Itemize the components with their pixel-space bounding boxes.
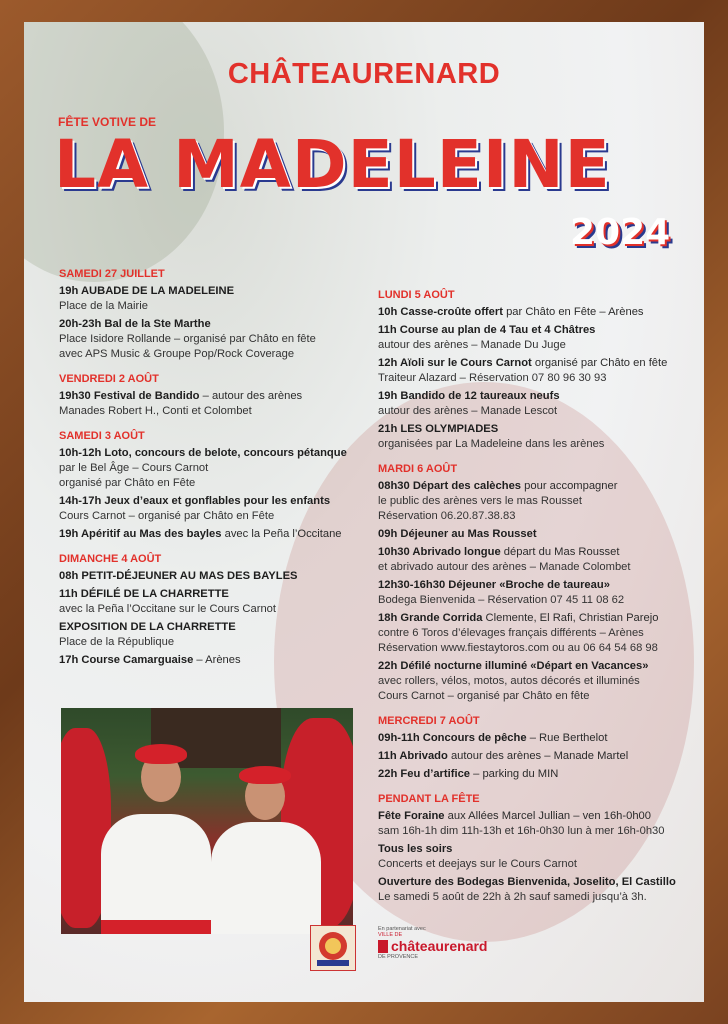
program-event — [378, 659, 688, 704]
event-subline: Réservation www.fiestaytoros.com ou au 06 64 54 68 98 — [378, 642, 658, 654]
man-right-shirt — [211, 822, 321, 934]
program-event — [59, 527, 359, 542]
chateaurenard-partner-logo — [378, 926, 518, 972]
event-subline: Place Isidore Rollande – organisé par Châto en fête — [59, 333, 316, 345]
event-detail: avec la Peña l’Occitane — [221, 528, 342, 540]
program-event — [378, 527, 688, 542]
event-subline: autour des arènes – Manade Du Juge — [378, 339, 566, 351]
event-subline: autour des arènes – Manade Lescot — [378, 405, 558, 417]
man-left-sash — [101, 920, 211, 934]
event-title: 08h PETIT-DÉJEUNER AU MAS DES BAYLES — [59, 570, 298, 582]
event-subline: Place de la Mairie — [59, 300, 148, 312]
event-title: 10h Casse-croûte offert — [378, 306, 503, 318]
program-event — [378, 809, 688, 839]
program-event — [59, 620, 359, 650]
program-event — [378, 389, 688, 419]
event-title: 08h30 Départ des calèches — [378, 480, 522, 492]
event-title: 21h LES OLYMPIADES — [378, 423, 499, 435]
program-event — [378, 731, 688, 746]
program-event — [59, 587, 359, 617]
day-heading: SAMEDI 3 AOÛT — [59, 430, 145, 442]
event-title: 18h Grande Corrida — [378, 612, 483, 624]
event-subline: le public des arènes vers le mas Rousset — [378, 495, 582, 507]
day-heading: DIMANCHE 4 AOÛT — [59, 553, 162, 565]
program-event — [378, 611, 688, 656]
program-event — [378, 356, 688, 386]
program-event — [59, 446, 359, 491]
event-detail: pour accompagner — [521, 480, 618, 492]
man-left-beret — [135, 744, 187, 764]
event-title: 19h AUBADE DE LA MADELEINE — [59, 285, 235, 297]
program-event — [378, 323, 688, 353]
event-detail: organisé par Châto en fête — [531, 357, 668, 369]
event-title: 09h-11h Concours de pêche — [378, 732, 527, 744]
partner-region: DE PROVENCE — [378, 954, 419, 960]
day-heading: PENDANT LA FÊTE — [378, 793, 480, 805]
event-detail: autour des arènes – Manade Martel — [447, 750, 629, 762]
event-subline: Manades Robert H., Conti et Colombet — [59, 405, 252, 417]
event-subline: Le samedi 5 août de 22h à 2h sauf samedi jusqu’à 3h. — [378, 891, 647, 903]
event-subline: avec rollers, vélos, motos, autos décorés et illuminés — [378, 675, 640, 687]
event-subline: contre 6 Toros d’élevages français différents – Arènes — [378, 627, 644, 639]
program-event — [59, 653, 359, 668]
event-subline: Réservation 06.20.87.38.83 — [378, 510, 516, 522]
event-detail: – Rue Berthelot — [526, 732, 608, 744]
event-title: 10h30 Abrivado longue — [378, 546, 501, 558]
program-event — [59, 317, 359, 362]
event-subline: Cours Carnot – organisé par Châto en fête — [378, 690, 590, 702]
event-title: Tous les soirs — [378, 843, 453, 855]
program-event — [59, 494, 359, 524]
event-detail: Clemente, El Rafi, Christian Parejo — [482, 612, 659, 624]
program-event — [378, 545, 688, 575]
event-subline: Cours Carnot – organisé par Châto en Fête — [59, 510, 275, 522]
event-subline: Bodega Bienvenida – Réservation 07 45 11 08 62 — [378, 594, 625, 606]
event-subline: avec la Peña l’Occitane sur le Cours Carnot — [59, 603, 277, 615]
partner-prefix: En partenariat avec — [378, 926, 426, 932]
event-title: EXPOSITION DE LA CHARRETTE — [59, 621, 236, 633]
castle-icon — [378, 940, 388, 953]
poster — [24, 22, 704, 1002]
event-title: 22h Feu d’artifice — [378, 768, 471, 780]
day-heading: SAMEDI 27 JUILLET — [59, 268, 165, 280]
event-subline: avec APS Music & Groupe Pop/Rock Coverage — [59, 348, 295, 360]
event-detail: aux Allées Marcel Jullian – ven 16h-0h00 — [444, 810, 652, 822]
program-event — [378, 479, 688, 524]
photo-two-men — [61, 708, 353, 934]
event-title: Ouverture des Bodegas Bienvenida, Joselito, El Castillo — [378, 876, 676, 888]
year-label: 2024 — [570, 212, 671, 253]
partner-ville: VILLE DE — [378, 932, 403, 938]
program-event — [378, 767, 688, 782]
event-title: 19h30 Festival de Bandido — [59, 390, 200, 402]
program-event — [378, 578, 688, 608]
event-title: 11h Abrivado — [378, 750, 448, 762]
main-title: LA MADELEINE — [54, 126, 611, 203]
event-title: 19h Bandido de 12 taureaux neufs — [378, 390, 560, 402]
event-title: 10h-12h Loto, concours de belote, concours pétanque — [59, 447, 347, 459]
man-left-shirt — [101, 814, 211, 934]
event-title: 22h Défilé nocturne illuminé «Départ en Vacances» — [378, 660, 649, 672]
event-detail: départ du Mas Rousset — [500, 546, 620, 558]
day-heading: LUNDI 5 AOÛT — [378, 289, 455, 301]
event-title: 14h-17h Jeux d’eaux et gonflables pour les enfants — [59, 495, 331, 507]
event-subline: et abrivado autour des arènes – Manade Colombet — [378, 561, 631, 573]
left-program-column — [59, 267, 359, 671]
event-detail: par Châto en Fête – Arènes — [502, 306, 644, 318]
man-right-beret — [239, 766, 291, 784]
partner-name: châteaurenard — [378, 938, 518, 954]
program-event — [59, 569, 359, 584]
right-program-column — [378, 288, 688, 908]
fete-subtitle: FÊTE VOTIVE DE — [58, 115, 157, 129]
day-heading: MARDI 6 AOÛT — [378, 463, 458, 475]
event-detail: – Arènes — [193, 654, 241, 666]
event-title: Fête Foraine — [378, 810, 445, 822]
program-event — [378, 305, 688, 320]
event-title: 12h30-16h30 Déjeuner «Broche de taureau» — [378, 579, 610, 591]
event-title: 17h Course Camarguaise — [59, 654, 194, 666]
event-subline: organisées par La Madeleine dans les arènes — [378, 438, 605, 450]
program-event — [378, 422, 688, 452]
event-title: 12h Aïoli sur le Cours Carnot — [378, 357, 532, 369]
program-event — [378, 842, 688, 872]
program-event — [378, 875, 688, 905]
event-title: 20h-23h Bal de la Ste Marthe — [59, 318, 211, 330]
day-heading: MERCREDI 7 AOÛT — [378, 715, 480, 727]
city-title: CHÂTEAURENARD — [227, 58, 501, 90]
event-subline: organisé par Châto en Fête — [59, 477, 196, 489]
event-detail: – parking du MIN — [470, 768, 559, 780]
event-title: 11h DÉFILÉ DE LA CHARRETTE — [59, 588, 229, 600]
event-subline: Concerts et deejays sur le Cours Carnot — [378, 858, 577, 870]
event-title: 11h Course au plan de 4 Tau et 4 Châtres — [378, 324, 596, 336]
event-title: 09h Déjeuner au Mas Rousset — [378, 528, 537, 540]
day-heading: VENDREDI 2 AOÛT — [59, 373, 159, 385]
event-subline: sam 16h-1h dim 11h-13h et 16h-0h30 lun à mer 16h-0h30 — [378, 825, 665, 837]
program-event — [59, 389, 359, 419]
program-event — [59, 284, 359, 314]
event-subline: par le Bel Âge – Cours Carnot — [59, 462, 209, 474]
event-detail: – autour des arènes — [199, 390, 303, 402]
madeleine-emblem-logo — [310, 925, 356, 971]
event-title: 19h Apéritif au Mas des bayles — [59, 528, 222, 540]
program-event — [378, 749, 688, 764]
event-subline: Place de la République — [59, 636, 175, 648]
event-subline: Traiteur Alazard – Réservation 07 80 96 30 93 — [378, 372, 607, 384]
